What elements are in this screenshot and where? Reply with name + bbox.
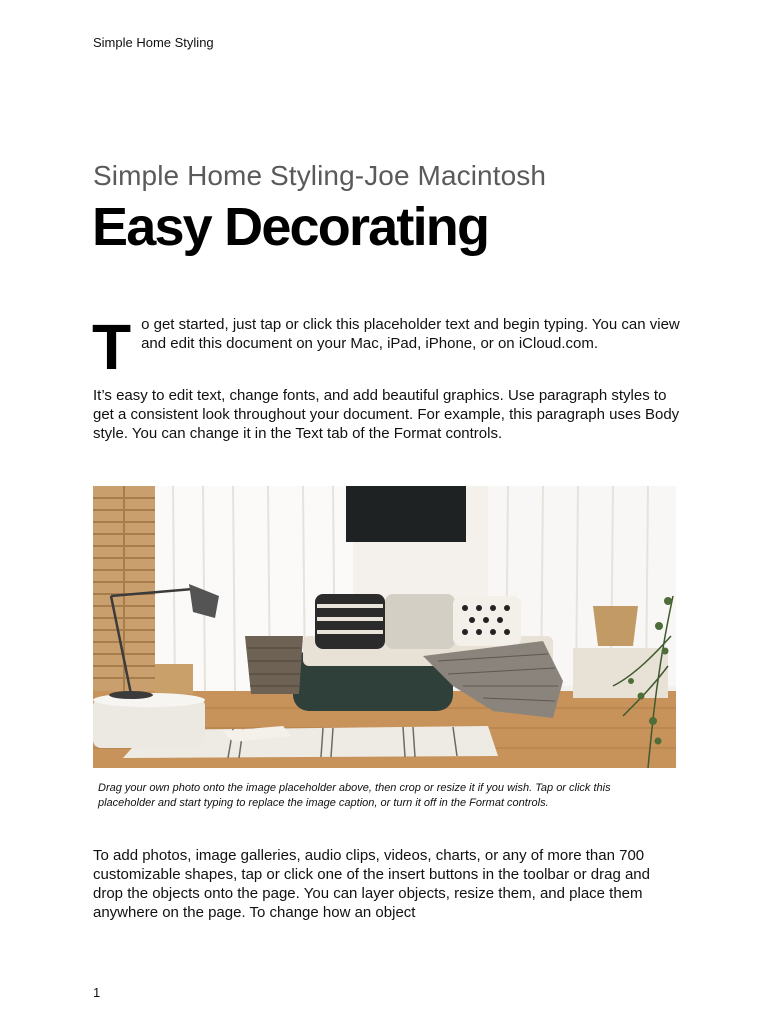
drop-cap: T [92,311,132,383]
intro-paragraph-text: o get started, just tap or click this placeholder text and begin typing. You can view and edit this document on your Mac, iPad, iPhone, or on iCloud.com. [141,316,680,352]
image-placeholder[interactable] [93,486,676,768]
intro-paragraph[interactable] [92,311,683,383]
living-room-photo [93,486,676,768]
document-title[interactable]: Easy Decorating [92,197,489,257]
body-paragraph-continued[interactable]: To add photos, image galleries, audio clips, videos, charts, or any of more than 700 customizable shapes, tap or click one of the insert buttons in the toolbar or drag and drop the objects onto the page. You can layer objects, resize them, and place them anywhere on the page. To change how an object [93,847,650,921]
document-subtitle[interactable]: Simple Home Styling-Joe Macintosh [93,160,547,191]
page-number: 1 [93,985,101,1000]
body-paragraph[interactable]: It’s easy to edit text, change fonts, and add beautiful graphics. Use paragraph styles to get a consistent look throughout your document. For example, this paragraph uses Body style. You can change it in the Text tab of the Format controls. [93,387,680,442]
image-caption[interactable]: Drag your own photo onto the image placeholder above, then crop or resize it if you wish. Tap or click this placeholder and start typing to replace the image caption, or turn it off in the Format controls. [98,782,611,809]
running-header: Simple Home Styling [93,35,214,50]
